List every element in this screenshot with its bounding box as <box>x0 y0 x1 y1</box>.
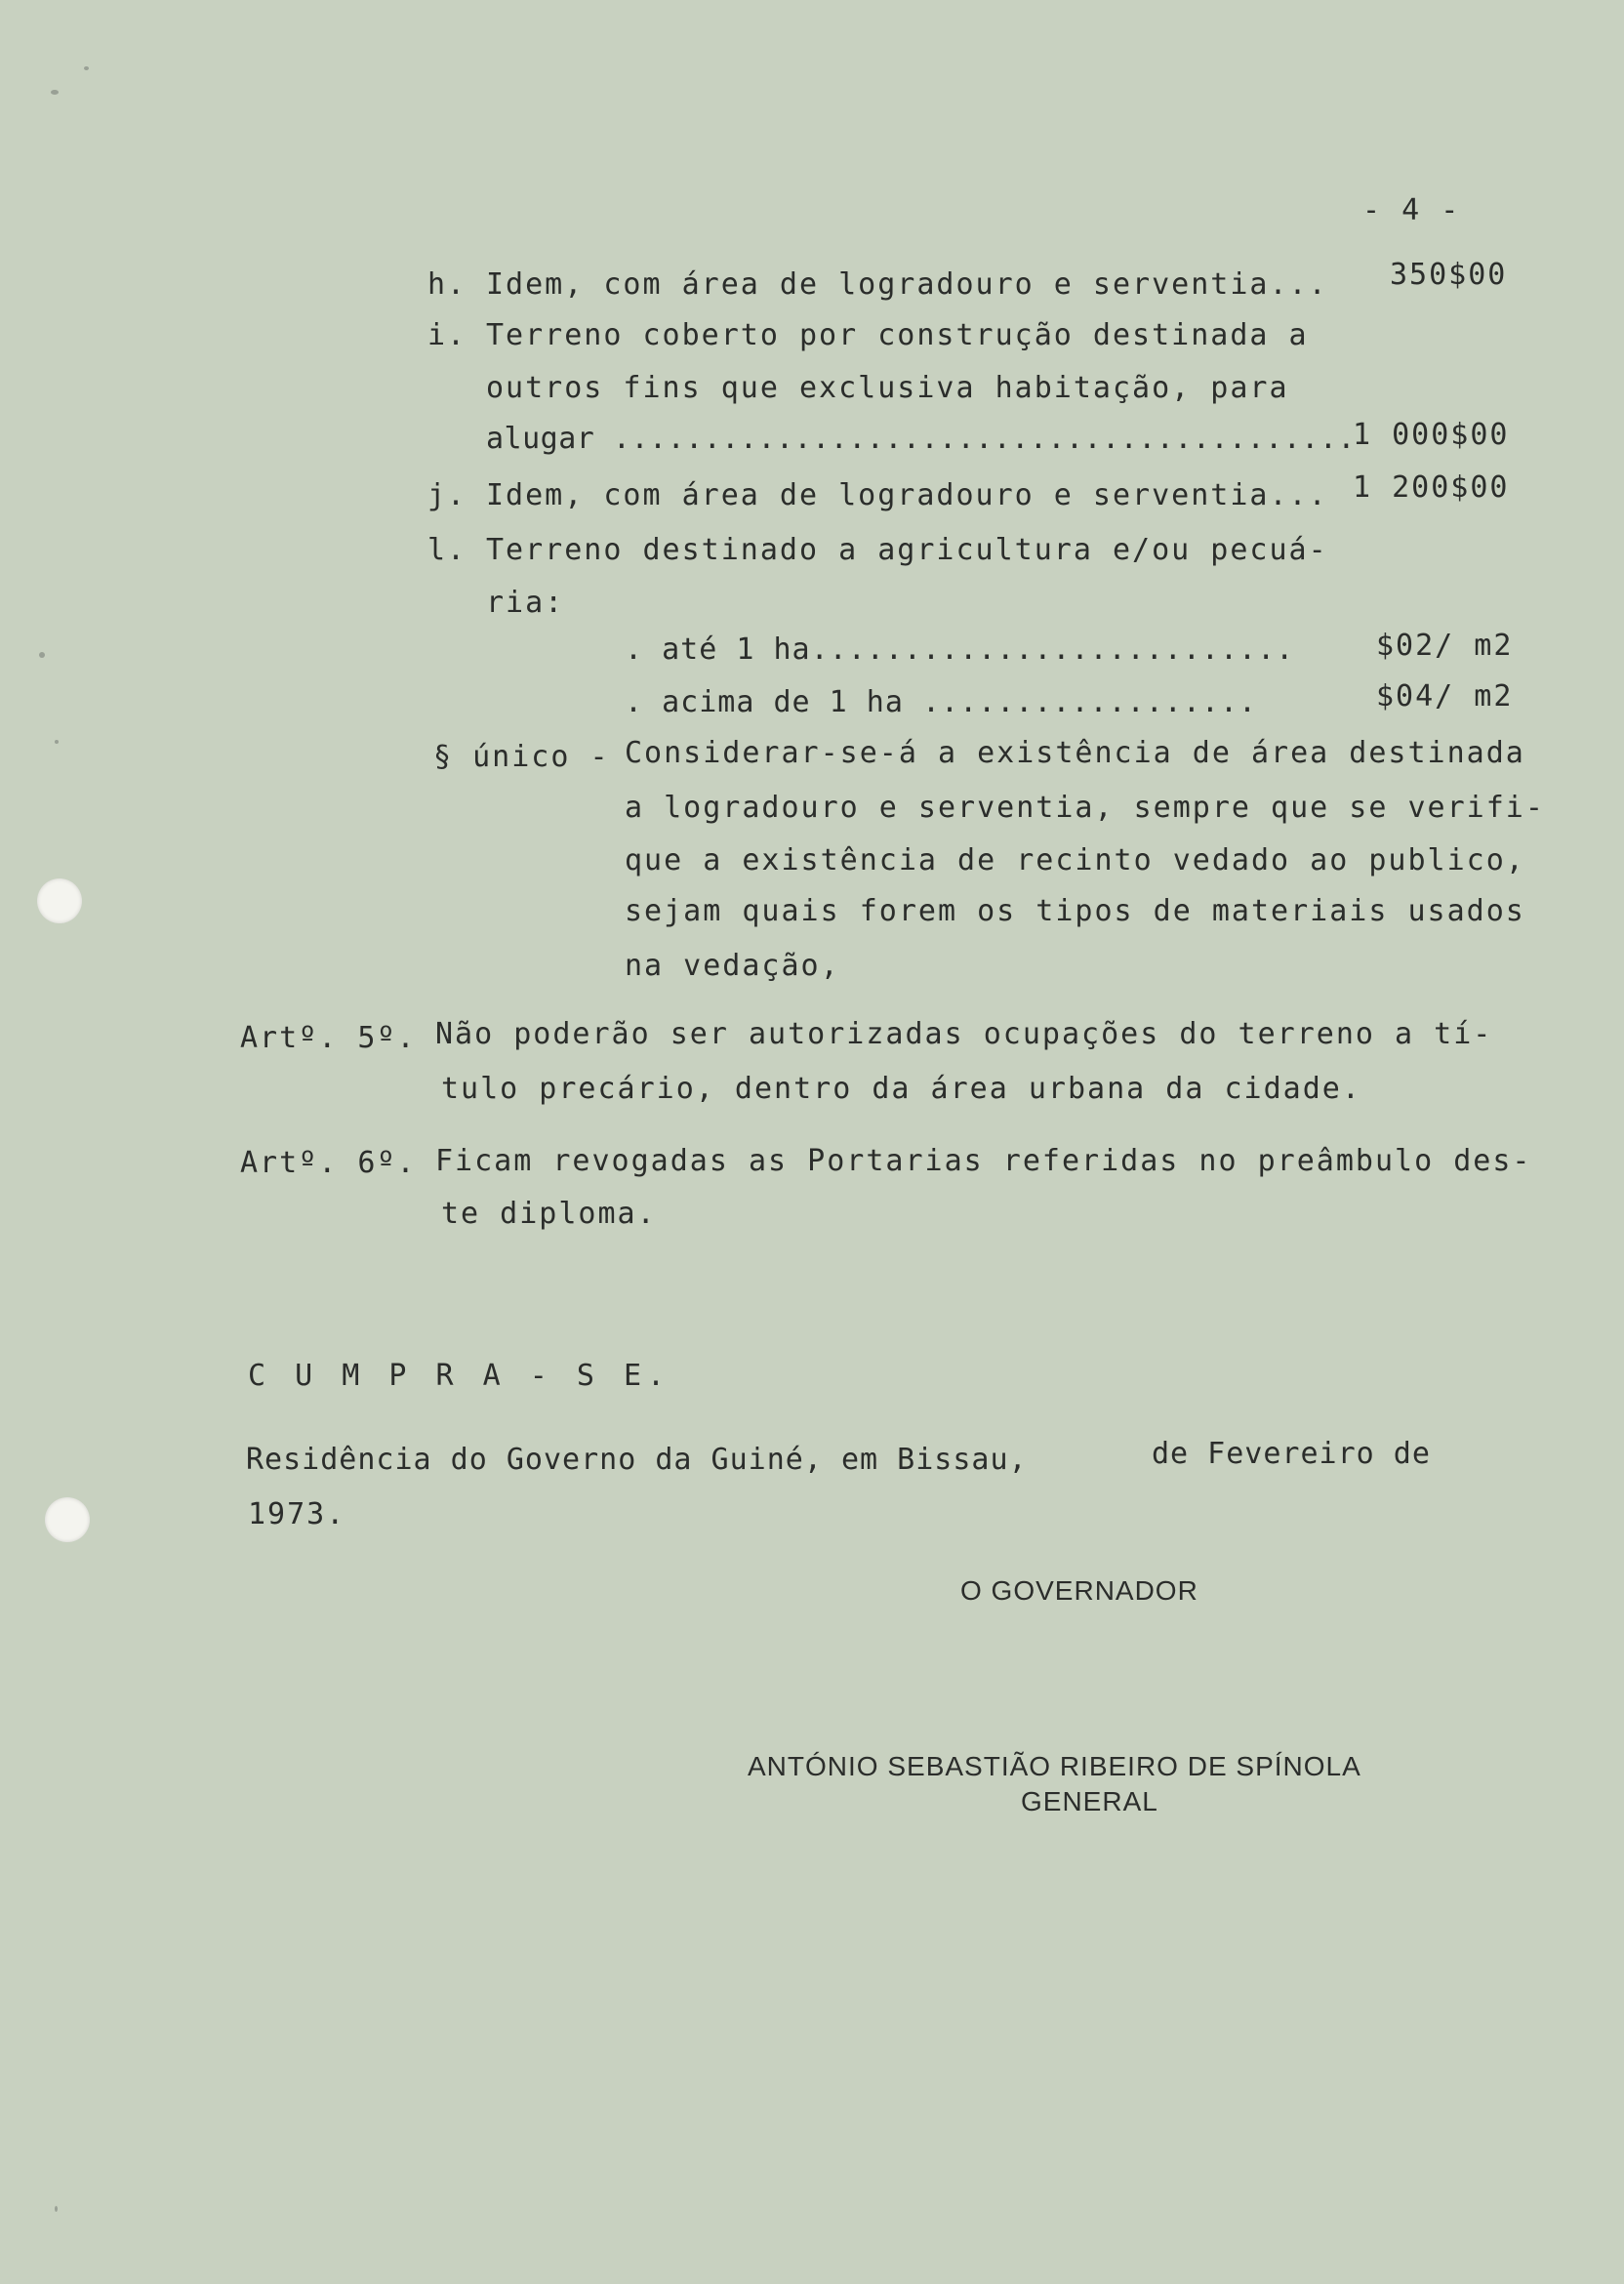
article-5-line2: tulo precário, dentro da área urbana da cidade. <box>441 1072 1361 1106</box>
governador-title: O GOVERNADOR <box>960 1575 1198 1606</box>
residencia-line1-left: Residência do Governo da Guiné, em Bissau, <box>246 1443 1028 1477</box>
item-l-sub2-amount: $04/ m2 <box>1376 679 1514 714</box>
paragrafo-unico-marker: § único - <box>433 740 610 774</box>
paragrafo-unico-line2: a logradouro e serventia, sempre que se verifi- <box>625 791 1545 825</box>
signatory-name: ANTÓNIO SEBASTIÃO RIBEIRO DE SPÍNOLA <box>748 1751 1361 1781</box>
item-i-line1: Terreno coberto por construção destinada a <box>486 318 1309 352</box>
item-i-amount: 1 000$00 <box>1353 418 1510 452</box>
item-l-marker: l. <box>427 533 467 567</box>
paper-speck <box>84 66 89 70</box>
paragrafo-unico-line5: na vedação, <box>625 949 840 983</box>
item-i-line2: outros fins que exclusiva habitação, para <box>486 371 1289 405</box>
item-l-line1: Terreno destinado a agricultura e/ou pecuá- <box>486 533 1328 567</box>
item-i-marker: i. <box>427 318 467 352</box>
article-6-line2: te diploma. <box>441 1197 657 1231</box>
item-h-text: Idem, com área de logradouro e serventia... <box>486 267 1328 302</box>
item-j-amount: 1 200$00 <box>1353 470 1510 505</box>
item-l-sub1-text: . até 1 ha.......................... <box>625 632 1295 667</box>
punch-hole-bottom <box>45 1497 90 1542</box>
article-5-label: Artº. 5º. <box>240 1021 417 1055</box>
article-6-line1: Ficam revogadas as Portarias referidas no preâmbulo des- <box>435 1144 1532 1178</box>
paper-speck <box>39 652 45 658</box>
paper-speck <box>51 90 59 95</box>
paragrafo-unico-line3: que a existência de recinto vedado ao publico, <box>625 843 1525 877</box>
article-5-line1: Não poderão ser autorizadas ocupações do terreno a tí- <box>435 1017 1493 1051</box>
paper-speck <box>55 2206 58 2212</box>
paper-speck <box>55 740 59 744</box>
cumpra-se: C U M P R A - S E. <box>248 1359 671 1393</box>
item-j-marker: j. <box>427 478 467 512</box>
residencia-line1-right: de Fevereiro de <box>1152 1437 1431 1471</box>
item-h-marker: h. <box>427 267 467 302</box>
item-l-line2: ria: <box>486 586 565 620</box>
paragrafo-unico-line4: sejam quais forem os tipos de materiais usados <box>625 894 1525 928</box>
article-6-label: Artº. 6º. <box>240 1146 417 1180</box>
punch-hole-top <box>37 878 82 923</box>
item-l-sub1-amount: $02/ m2 <box>1376 629 1514 663</box>
signatory-rank: GENERAL <box>1021 1786 1158 1816</box>
item-l-sub2-text: . acima de 1 ha .................. <box>625 685 1258 719</box>
page-number: - 4 - <box>1362 193 1461 227</box>
item-i-line3: alugar ......................................... <box>486 422 1356 456</box>
item-h-amount: 350$00 <box>1390 258 1508 292</box>
paragrafo-unico-line1: Considerar-se-á a existência de área destinada <box>625 736 1525 770</box>
residencia-year: 1973. <box>248 1497 346 1531</box>
item-j-text: Idem, com área de logradouro e serventia... <box>486 478 1328 512</box>
